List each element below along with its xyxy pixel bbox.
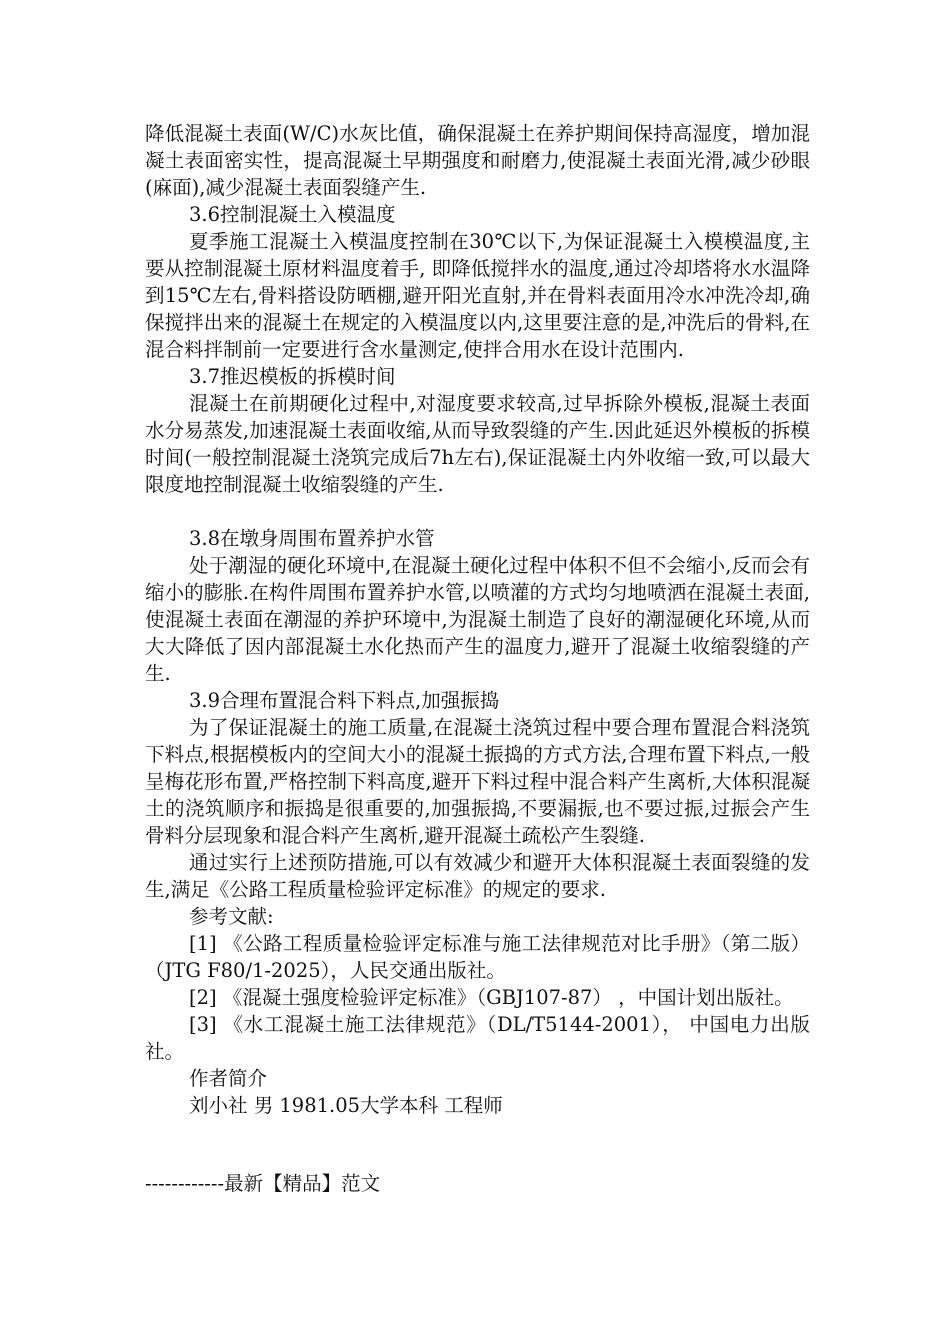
paragraph-3-9: 为了保证混凝土的施工质量,在混凝土浇筑过程中要合理布置混合料浇筑下料点,根据模板内的空间大小的混凝土振捣的方式方法,合理布置下料点,一般呈梅花形布置,严格控制下料高度,避开下料过程中混合料产生离析,大体积混凝土的浇筑顺序和振捣是很重要的,加强振捣,不要漏振,也不要过振,过振会产生骨料分层现象和混合料产生离析,避开混凝土疏松产生裂缝. [145, 716, 810, 847]
reference-item-3: [3] 《水工混凝土施工法律规范》（DL/T5144-2001）， 中国电力出版社。 [145, 1013, 810, 1063]
section-heading-3-7: 3.7推迟模板的拆模时间 [189, 365, 396, 388]
section-heading-3-9: 3.9合理布置混合料下料点,加强振捣 [189, 689, 500, 712]
reference-item-2: [2] 《混凝土强度检验评定标准》（GBJ107-87） ，中国计划出版社。 [189, 986, 794, 1009]
paragraph-3-6: 夏季施工混凝土入模温度控制在30℃以下,为保证混凝土入模模温度,主要从控制混凝土原材料温度着手, 即降低搅拌水的温度,通过冷却塔将水水温降到15℃左右,骨料搭设防晒棚,避开阳光直射,并在骨料表面用冷水冲洗冷却,确保搅拌出来的混凝土在规定的入模温度以内,这里要注意的是,冲洗后的骨料,在混合料拌制前一定要进行含水量测定,使拌合用水在设计范围内. [145, 230, 810, 361]
paragraph-conclusion: 通过实行上述预防措施,可以有效减少和避开大体积混凝土表面裂缝的发生,满足《公路工程质量检验评定标准》的规定的要求. [145, 851, 810, 901]
paragraph-3-7: 混凝土在前期硬化过程中,对湿度要求较高,过早拆除外模板,混凝土表面水分易蒸发,加速混凝土表面收缩,从而导致裂缝的产生.因此延迟外模板的拆模时间(一般控制混凝土浇筑完成后7h左右),保证混凝土内外收缩一致,可以最大限度地控制混凝土收缩裂缝的产生. [145, 392, 810, 496]
blank-line [145, 498, 810, 525]
section-heading-3-6: 3.6控制混凝土入模温度 [189, 203, 396, 226]
paragraph-continued: 降低混凝土表面(W/C)水灰比值，确保混凝土在养护期间保持高湿度，增加混凝土表面密实性，提高混凝土早期强度和耐磨力,使混凝土表面光滑,减少砂眼(麻面),减少混凝土表面裂缝产生. [145, 122, 810, 199]
document-body [145, 120, 810, 1119]
section-heading-3-8: 3.8在墩身周围布置养护水管 [189, 527, 435, 550]
reference-item-1: [1] 《公路工程质量检验评定标准与施工法律规范对比手册》（第二版）（JTG F80/1-2025），人民交通出版社。 [145, 932, 810, 982]
author-info: 刘小社 男 1981.05大学本科 工程师 [189, 1094, 503, 1117]
author-heading: 作者简介 [189, 1067, 268, 1090]
paragraph-3-8: 处于潮湿的硬化环境中,在混凝土硬化过程中体积不但不会缩小,反而会有缩小的膨胀.在构件周围布置养护水管,以喷灌的方式均匀地喷洒在混凝土表面,使混凝土表面在潮湿的养护环境中,为混凝土制造了良好的潮湿硬化环境,从而大大降低了因内部混凝土水化热而产生的温度力,避开了混凝土收缩裂缝的产生. [145, 554, 810, 685]
references-heading: 参考文献: [189, 905, 274, 928]
page-footer: ------------最新【精品】范文 [145, 1172, 381, 1195]
